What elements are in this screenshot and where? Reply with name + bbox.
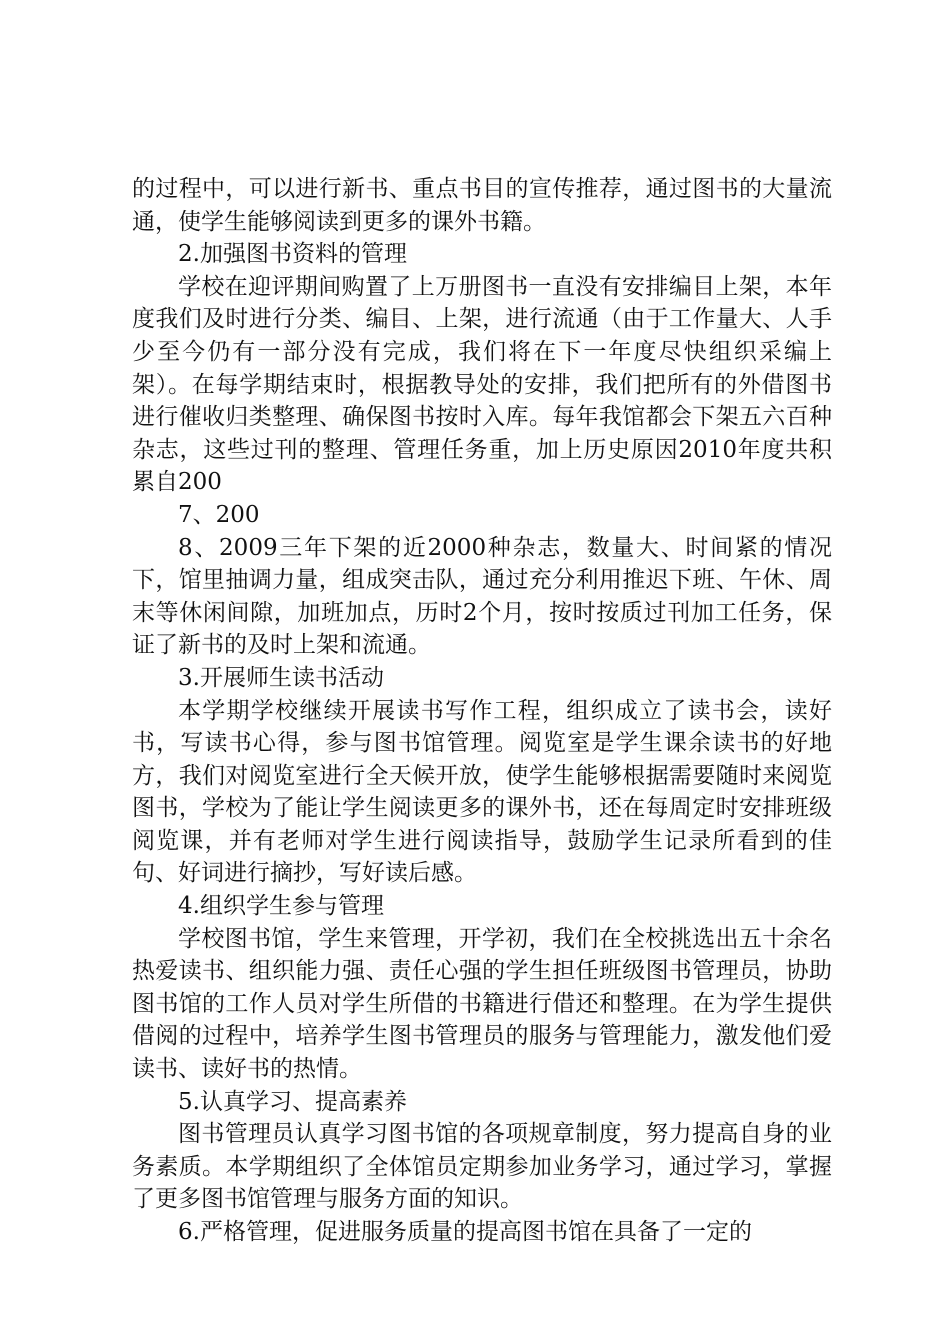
paragraph-books-management: 学校在迎评期间购置了上万册图书一直没有安排编目上架，本年度我们及时进行分类、编目、上架，进行流通（由于工作量大、人手少至今仍有一部分没有完成，我们将在下一年度尽快组织采编上架）。在每学期结束时，根据教导处的安排，我们把所有的外借图书进行催收归类整理、确保图书按时入库。每年我馆都会下架五六百种杂志，这些过刊的整理、管理任务重，加上历史原因2010年度共积累自200 [132,273,832,496]
paragraph-student-management: 学校图书馆，学生来管理，开学初，我们在全校挑选出五十余名热爱读书、组织能力强、责任心强的学生担任班级图书管理员，协助图书馆的工作人员对学生所借的书籍进行借还和整理。在为学生提供借阅的过程中，培养学生图书管理员的服务与管理能力，激发他们爱读书、读好书的热情。 [132,925,832,1083]
section-heading-4: 4.组织学生参与管理 [178,893,384,920]
section-heading-2: 2.加强图书资料的管理 [178,241,407,268]
paragraph-continuation: 的过程中，可以进行新书、重点书目的宣传推荐，通过图书的大量流通，使学生能够阅读到更多的课外书籍。 [132,176,832,235]
section-heading-5: 5.认真学习、提高素养 [178,1088,407,1115]
paragraph-strict-management: 6.严格管理，促进服务质量的提高图书馆在具备了一定的 [178,1219,752,1245]
paragraph-staff-learning: 图书管理员认真学习图书馆的各项规章制度，努力提高自身的业务素质。本学期组织了全体馆员定期参加业务学习，通过学习，掌握了更多图书馆管理与服务方面的知识。 [132,1121,832,1213]
list-item-7: 7、200 [178,501,260,528]
section-heading-3: 3.开展师生读书活动 [178,664,384,691]
document-body [132,173,832,1249]
paragraph-magazines-processing: 8、2009三年下架的近2000种杂志，数量大、时间紧的情况下，馆里抽调力量，组成突击队，通过充分利用推迟下班、午休、周末等休闲间隙，加班加点，历时2个月，按时按质过刊加工任务，保证了新书的及时上架和流通。 [132,534,832,659]
paragraph-reading-activities: 本学期学校继续开展读书写作工程，组织成立了读书会，读好书，写读书心得，参与图书馆管理。阅览室是学生课余读书的好地方，我们对阅览室进行全天候开放，使学生能够根据需要随时来阅览图书，学校为了能让学生阅读更多的课外书，还在每周定时安排班级阅览课，并有老师对学生进行阅读指导，鼓励学生记录所看到的佳句、好词进行摘抄，写好读后感。 [132,697,832,887]
